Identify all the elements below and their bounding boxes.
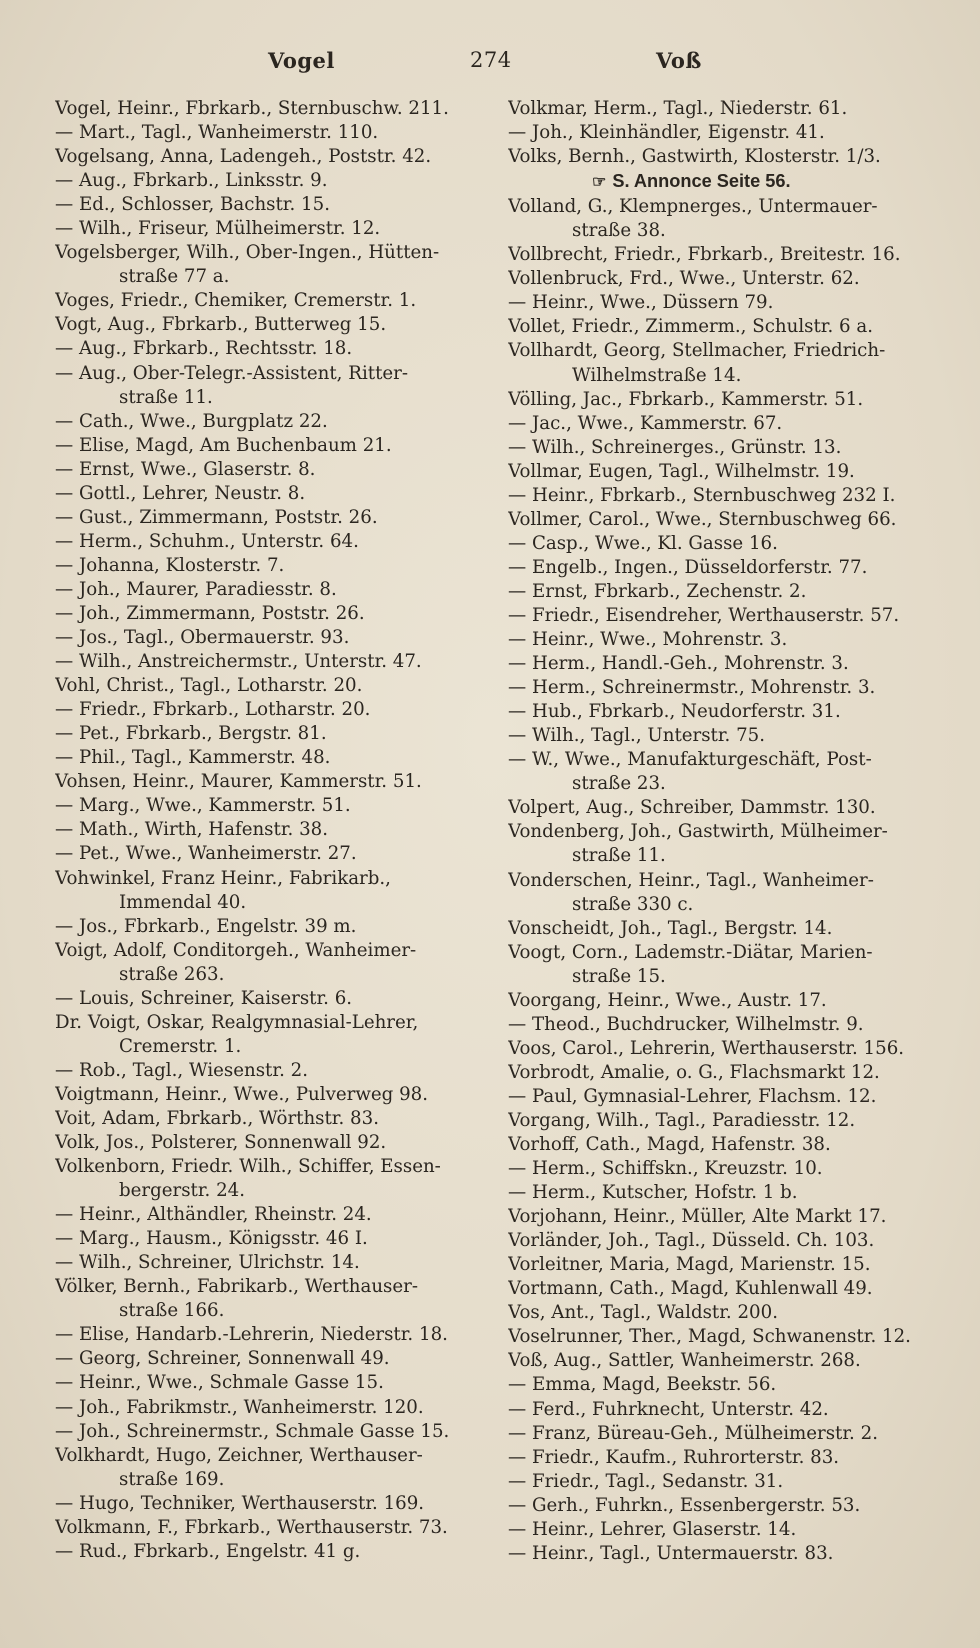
entry-continuation: straße 263.: [119, 963, 225, 985]
directory-entry: — Theod., Buchdrucker, Wilhelmstr. 9.: [508, 1013, 864, 1035]
directory-entry: — Joh., Zimmermann, Poststr. 26.: [55, 602, 365, 624]
entry-continuation: straße 11.: [119, 386, 213, 408]
directory-entry: Vogelsang, Anna, Ladengeh., Poststr. 42.: [55, 146, 432, 168]
directory-entry: — Aug., Ober-Telegr.-Assistent, Ritter-: [55, 362, 408, 384]
directory-entry: — Franz, Büreau-Geh., Mülheimerstr. 2.: [508, 1422, 878, 1444]
directory-entry: — Wilh., Anstreichermstr., Unterstr. 47.: [55, 651, 422, 673]
directory-entry: — Aug., Fbrkarb., Linksstr. 9.: [55, 170, 328, 192]
directory-entry: — Cath., Wwe., Burgplatz 22.: [55, 410, 328, 432]
right-column: [508, 97, 936, 1566]
directory-entry: — Wilh., Schreiner, Ulrichstr. 14.: [55, 1252, 360, 1274]
directory-entry: — Hugo, Techniker, Werthauserstr. 169.: [55, 1492, 425, 1514]
entry-continuation: straße 11.: [572, 845, 666, 867]
left-column: [55, 97, 475, 1564]
directory-entry: Voos, Carol., Lehrerin, Werthauserstr. 156.: [508, 1037, 905, 1059]
directory-entry: Voigt, Adolf, Conditorgeh., Wanheimer-: [55, 939, 417, 961]
directory-entry: — Wilh., Schreinerges., Grünstr. 13.: [508, 436, 842, 458]
directory-entry: Vollhardt, Georg, Stellmacher, Friedrich-: [508, 340, 886, 362]
directory-entry: Volpert, Aug., Schreiber, Dammstr. 130.: [508, 797, 876, 819]
directory-entry: — Gottl., Lehrer, Neustr. 8.: [55, 482, 306, 504]
entry-continuation: Wilhelmstraße 14.: [572, 364, 742, 386]
directory-entry: — Ernst, Wwe., Glaserstr. 8.: [55, 458, 316, 480]
directory-entry: — Paul, Gymnasial-Lehrer, Flachsm. 12.: [508, 1085, 877, 1107]
directory-entry: — Ferd., Fuhrknecht, Unterstr. 42.: [508, 1398, 829, 1420]
directory-entry: Dr. Voigt, Oskar, Realgymnasial-Lehrer,: [55, 1011, 419, 1033]
directory-entry: — Marg., Wwe., Kammerstr. 51.: [55, 795, 351, 817]
directory-entry: Vorbrodt, Amalie, o. G., Flachsmarkt 12.: [508, 1061, 880, 1083]
directory-entry: — Herm., Handl.-Geh., Mohrenstr. 3.: [508, 653, 849, 675]
directory-entry: — Jos., Fbrkarb., Engelstr. 39 m.: [55, 915, 357, 937]
directory-entry: — Ernst, Fbrkarb., Zechenstr. 2.: [508, 580, 807, 602]
directory-entry: — Louis, Schreiner, Kaiserstr. 6.: [55, 987, 353, 1009]
directory-entry: — Aug., Fbrkarb., Rechtsstr. 18.: [55, 338, 353, 360]
directory-entry: — Herm., Schreinermstr., Mohrenstr. 3.: [508, 677, 876, 699]
directory-entry: — Friedr., Tagl., Sedanstr. 31.: [508, 1470, 784, 1492]
directory-entry: Volland, G., Klempnerges., Untermauer-: [508, 196, 878, 218]
directory-entry: Vorleitner, Maria, Magd, Marienstr. 15.: [508, 1254, 871, 1276]
directory-entry: — Marg., Hausm., Königsstr. 46 I.: [55, 1228, 368, 1250]
directory-entry: — Herm., Kutscher, Hofstr. 1 b.: [508, 1182, 798, 1204]
directory-entry: — Herm., Schiffskn., Kreuzstr. 10.: [508, 1158, 823, 1180]
directory-entry: — Jos., Tagl., Obermauerstr. 93.: [55, 627, 350, 649]
directory-entry: Volk, Jos., Polsterer, Sonnenwall 92.: [55, 1132, 387, 1154]
directory-entry: Vos, Ant., Tagl., Waldstr. 200.: [508, 1302, 778, 1324]
directory-entry: — Elise, Magd, Am Buchenbaum 21.: [55, 434, 392, 456]
directory-entry: Vollmar, Eugen, Tagl., Wilhelmstr. 19.: [508, 460, 855, 482]
directory-entry: — Engelb., Ingen., Düsseldorferstr. 77.: [508, 556, 868, 578]
directory-entry: — Gerh., Fuhrkn., Essenbergerstr. 53.: [508, 1494, 861, 1516]
directory-entry: — Heinr., Lehrer, Glaserstr. 14.: [508, 1518, 797, 1540]
entry-continuation: straße 38.: [572, 220, 666, 242]
directory-entry: Vondenberg, Joh., Gastwirth, Mülheimer-: [508, 821, 888, 843]
directory-entry: — Elise, Handarb.-Lehrerin, Niederstr. 18.: [55, 1324, 448, 1346]
directory-entry: — Jac., Wwe., Kammerstr. 67.: [508, 412, 783, 434]
directory-entry: — Heinr., Wwe., Mohrenstr. 3.: [508, 629, 788, 651]
directory-entry: — Friedr., Fbrkarb., Lotharstr. 20.: [55, 699, 371, 721]
directory-entry: Volks, Bernh., Gastwirth, Klosterstr. 1/3.: [508, 146, 881, 168]
entry-continuation: straße 166.: [119, 1300, 225, 1322]
directory-entry: Voit, Adam, Fbrkarb., Wörthstr. 83.: [55, 1107, 379, 1129]
directory-entry: Vollet, Friedr., Zimmerm., Schulstr. 6 a.: [508, 316, 874, 338]
directory-entry: — Wilh., Tagl., Unterstr. 75.: [508, 725, 766, 747]
entry-continuation: straße 15.: [572, 965, 666, 987]
directory-entry: — Casp., Wwe., Kl. Gasse 16.: [508, 532, 778, 554]
entry-continuation: straße 77 a.: [119, 266, 230, 288]
directory-entry: Voigtmann, Heinr., Wwe., Pulverweg 98.: [55, 1083, 429, 1105]
directory-entry: — Emma, Magd, Beekstr. 56.: [508, 1374, 777, 1396]
directory-entry: Voselrunner, Ther., Magd, Schwanenstr. 12.: [508, 1326, 911, 1348]
directory-entry: — Friedr., Eisendreher, Werthauserstr. 57.: [508, 604, 900, 626]
entry-continuation: straße 330 c.: [572, 893, 694, 915]
directory-entry: — Rob., Tagl., Wiesenstr. 2.: [55, 1059, 308, 1081]
directory-entry: — Joh., Schreinermstr., Schmale Gasse 15.: [55, 1420, 450, 1442]
directory-entry: Vogelsberger, Wilh., Ober-Ingen., Hütten-: [55, 242, 440, 264]
directory-entry: Volkmann, F., Fbrkarb., Werthauserstr. 73.: [55, 1516, 448, 1538]
directory-entry: Völker, Bernh., Fabrikarb., Werthauser-: [55, 1276, 418, 1298]
directory-entry: Voogt, Corn., Lademstr.-Diätar, Marien-: [508, 941, 873, 963]
directory-entry: Vohwinkel, Franz Heinr., Fabrikarb.,: [55, 867, 391, 889]
directory-entry: — Gust., Zimmermann, Poststr. 26.: [55, 506, 378, 528]
directory-entry: — Ed., Schlosser, Bachstr. 15.: [55, 194, 330, 216]
directory-entry: Vogel, Heinr., Fbrkarb., Sternbuschw. 211.: [55, 98, 449, 119]
directory-entry: — Heinr., Tagl., Untermauerstr. 83.: [508, 1542, 834, 1564]
directory-entry: — Heinr., Wwe., Düssern 79.: [508, 292, 774, 314]
directory-entry: Vonderschen, Heinr., Tagl., Wanheimer-: [508, 869, 874, 891]
directory-entry: Volkhardt, Hugo, Zeichner, Werthauser-: [55, 1444, 423, 1466]
directory-entry: — Pet., Wwe., Wanheimerstr. 27.: [55, 843, 357, 865]
header-right-keyword: Voß: [656, 48, 702, 73]
directory-entry: Volkmar, Herm., Tagl., Niederstr. 61.: [508, 98, 848, 119]
directory-entry: — Heinr., Wwe., Schmale Gasse 15.: [55, 1372, 384, 1394]
directory-entry: — Wilh., Friseur, Mülheimerstr. 12.: [55, 218, 381, 240]
directory-entry: Vogt, Aug., Fbrkarb., Butterweg 15.: [55, 314, 387, 336]
directory-entry: Voorgang, Heinr., Wwe., Austr. 17.: [508, 989, 827, 1011]
directory-entry: — Joh., Kleinhändler, Eigenstr. 41.: [508, 122, 825, 144]
directory-entry: — Joh., Maurer, Paradiesstr. 8.: [55, 578, 337, 600]
directory-entry: — Phil., Tagl., Kammerstr. 48.: [55, 747, 331, 769]
entry-continuation: straße 23.: [572, 773, 666, 795]
directory-entry: Vollbrecht, Friedr., Fbrkarb., Breitestr. 16.: [508, 244, 901, 266]
directory-entry: — Math., Wirth, Hafenstr. 38.: [55, 819, 329, 841]
directory-entry: Vorländer, Joh., Tagl., Düsseld. Ch. 103.: [508, 1230, 875, 1252]
annonce-text: S. Annonce Seite 56.: [612, 171, 791, 192]
directory-entry: Volkenborn, Friedr. Wilh., Schiffer, Essen-: [55, 1156, 441, 1178]
directory-entry: Völling, Jac., Fbrkarb., Kammerstr. 51.: [508, 388, 864, 410]
entry-continuation: Cremerstr. 1.: [119, 1035, 242, 1057]
directory-entry: — Pet., Fbrkarb., Bergstr. 81.: [55, 723, 327, 745]
directory-entry: Voges, Friedr., Chemiker, Cremerstr. 1.: [55, 290, 417, 312]
page-header: [0, 48, 980, 82]
directory-entry: — Rud., Fbrkarb., Engelstr. 41 g.: [55, 1540, 361, 1562]
entry-continuation: bergerstr. 24.: [119, 1180, 246, 1202]
directory-entry: Vohsen, Heinr., Maurer, Kammerstr. 51.: [55, 771, 422, 793]
directory-entry: Vollmer, Carol., Wwe., Sternbuschweg 66.: [508, 508, 897, 530]
pointing-hand-icon: ☞: [592, 174, 607, 192]
directory-entry: — W., Wwe., Manufakturgeschäft, Post-: [508, 749, 872, 771]
entry-continuation: straße 169.: [119, 1468, 225, 1490]
directory-entry: Vorgang, Wilh., Tagl., Paradiesstr. 12.: [508, 1109, 856, 1131]
directory-entry: Vonscheidt, Joh., Tagl., Bergstr. 14.: [508, 917, 833, 939]
directory-entry: Vortmann, Cath., Magd, Kuhlenwall 49.: [508, 1278, 873, 1300]
directory-entry: — Herm., Schuhm., Unterstr. 64.: [55, 530, 359, 552]
directory-entry: — Johanna, Klosterstr. 7.: [55, 554, 285, 576]
directory-entry: — Georg, Schreiner, Sonnenwall 49.: [55, 1348, 390, 1370]
directory-entry: Voß, Aug., Sattler, Wanheimerstr. 268.: [508, 1350, 861, 1372]
directory-entry: — Mart., Tagl., Wanheimerstr. 110.: [55, 122, 379, 144]
header-left-keyword: Vogel: [268, 48, 335, 73]
directory-entry: — Joh., Fabrikmstr., Wanheimerstr. 120.: [55, 1396, 424, 1418]
directory-entry: — Heinr., Althändler, Rheinstr. 24.: [55, 1204, 372, 1226]
directory-entry: Vollenbruck, Frd., Wwe., Unterstr. 62.: [508, 268, 860, 290]
directory-entry: — Hub., Fbrkarb., Neudorferstr. 31.: [508, 701, 841, 723]
directory-entry: — Friedr., Kaufm., Ruhrorterstr. 83.: [508, 1446, 840, 1468]
directory-entry: Vohl, Christ., Tagl., Lotharstr. 20.: [55, 675, 363, 697]
directory-entry: Vorhoff, Cath., Magd, Hafenstr. 38.: [508, 1134, 831, 1156]
page-number: 274: [470, 48, 512, 72]
directory-entry: Vorjohann, Heinr., Müller, Alte Markt 17.: [508, 1206, 887, 1228]
directory-entry: — Heinr., Fbrkarb., Sternbuschweg 232 I.: [508, 484, 896, 506]
annonce-note: [508, 169, 936, 195]
entry-continuation: Immendal 40.: [119, 891, 247, 913]
